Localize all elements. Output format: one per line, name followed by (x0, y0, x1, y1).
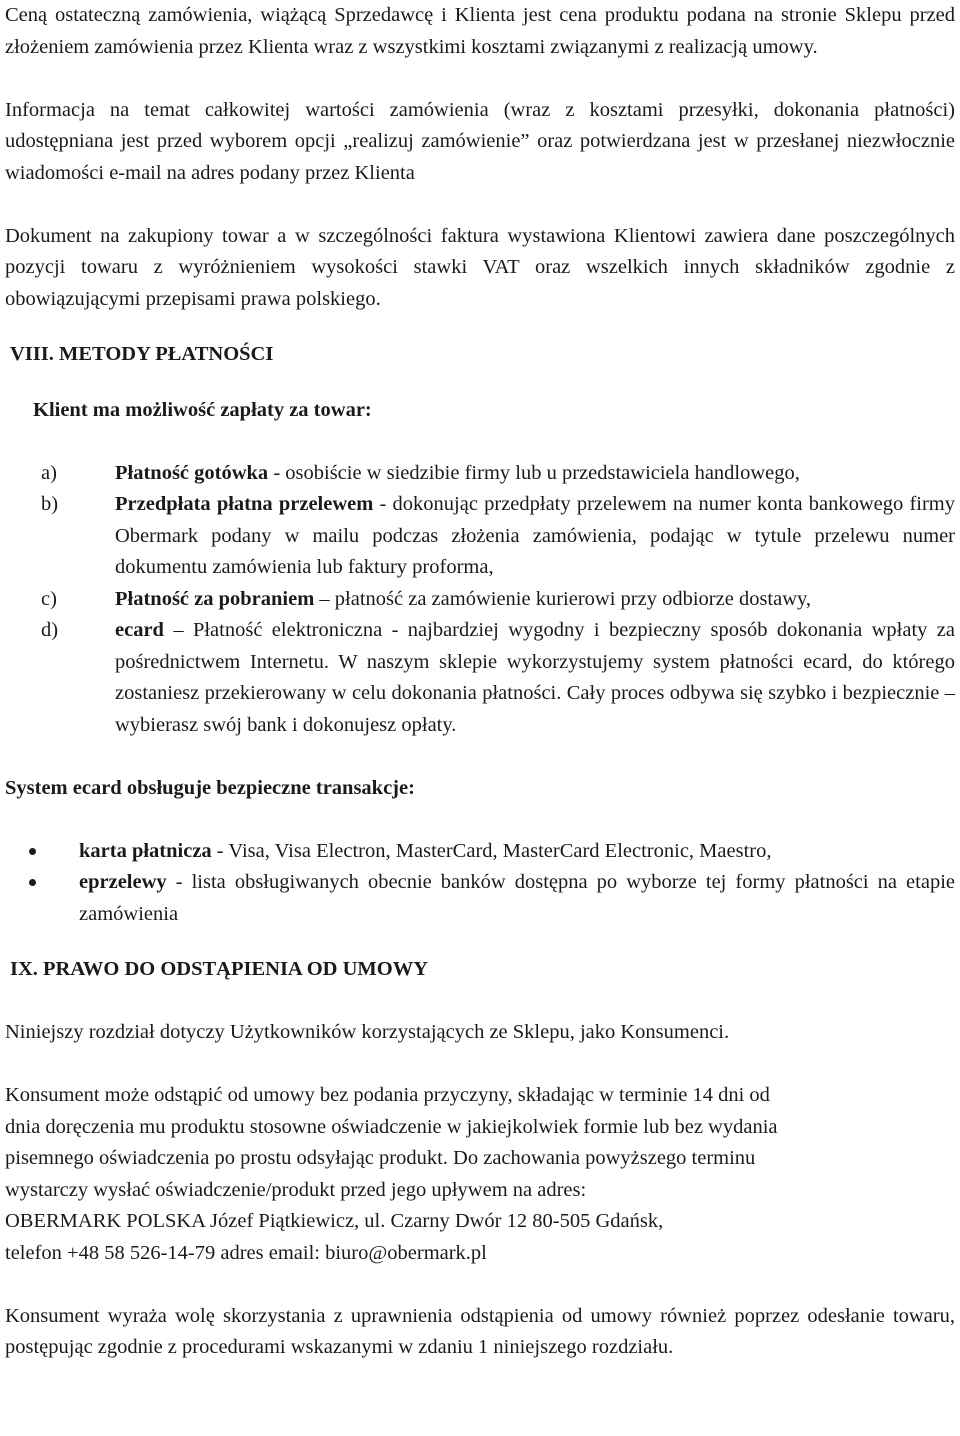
transaction-description: - Visa, Visa Electron, MasterCard, MasterCard Electronic, Maestro, (211, 839, 772, 862)
list-marker: b) (41, 493, 59, 515)
section-heading-payment-methods: VIII. METODY PŁATNOŚCI (10, 343, 274, 365)
list-item (41, 489, 955, 584)
paragraph-order-value-info: Informacja na temat całkowitej wartości zamówienia (wraz z kosztami przesyłki, dokonania płatności) udostępniana jest przed wyborem opcji „realizuj zamówienie” oraz potwierdzana jest w przesłanej niezwłocznie wiadomości e-mail na adres podany przez Klienta (5, 98, 955, 184)
payment-subheading: Klient ma możliwość zapłaty za towar: (33, 398, 372, 421)
paragraph-final-price: Ceną ostateczną zamówienia, wiążącą Sprzedawcę i Klienta jest cena produktu podana na stronie Sklepu przed złożeniem zamówienia przez Klienta wraz z wszystkimi kosztami związanymi z realizacją umowy. (5, 4, 955, 58)
text-line: pisemnego oświadczenia po prostu odsyłając produkt. Do zachowania powyższego terminu (5, 1147, 756, 1169)
bullet-icon (29, 879, 36, 886)
payment-method-description: – Płatność elektroniczna - najbardziej wygodny i bezpieczny sposób dokonania wpłaty za pośrednictwem Internetu. W naszym sklepie wykorzystujemy system płatności ecard, do którego zostaniesz przekierowany w celu dokonania płatności. Cały proces odbywa się szybko i bezpiecznie – wybierasz swój bank i dokonujesz opłaty. (115, 619, 955, 736)
text-line: telefon +48 58 526-14-79 adres email: biuro@obermark.pl (5, 1241, 487, 1264)
payment-method-description: – płatność za zamówienie kurierowi przy odbiorze dostawy, (314, 587, 812, 610)
list-item (5, 867, 955, 930)
section-heading-withdrawal: IX. PRAWO DO ODSTĄPIENIA OD UMOWY (10, 958, 428, 980)
transaction-type: karta płatnicza (79, 839, 212, 862)
text-line: Konsument może odstąpić od umowy bez podania przyczyny, składając w terminie 14 dni od (5, 1084, 770, 1106)
payment-method-description: - dokonując przedpłaty przelewem na numer konta bankowego firmy Obermark podany w mailu podczas złożenia zamówienia, podając w tytule przelewu numer dokumentu zamówienia lub faktury proforma, (115, 493, 955, 578)
paragraph-consumers: Niniejszy rozdział dotyczy Użytkowników korzystających ze Sklepu, jako Konsumenci. (5, 1021, 730, 1043)
document-page (5, 0, 955, 1364)
text-line: dnia doręczenia mu produktu stosowne oświadczenie w jakiejkolwiek formie lub bez wydania (5, 1115, 778, 1138)
list-item (41, 458, 955, 490)
list-item (41, 584, 955, 616)
text-line: wystarczy wysłać oświadczenie/produkt przed jego upływem na adres: (5, 1178, 587, 1201)
ecard-heading: System ecard obsługuje bezpieczne transakcje: (5, 776, 415, 799)
ecard-transactions-list (5, 836, 955, 931)
payment-methods-list (5, 458, 955, 742)
paragraph-withdrawal-procedure (5, 1080, 955, 1269)
payment-method-description: - osobiście w siedzibie firmy lub u przedstawiciela handlowego, (268, 461, 800, 484)
list-marker: d) (41, 619, 59, 641)
payment-method-name: Płatność gotówka (115, 461, 269, 484)
transaction-description: - lista obsługiwanych obecnie banków dostępna po wyborze tej formy płatności na etapie zamówienia (79, 871, 955, 925)
list-item (41, 615, 955, 741)
list-marker: a) (41, 461, 57, 484)
text-line: OBERMARK POLSKA Józef Piątkiewicz, ul. Czarny Dwór 12 80-505 Gdańsk, (5, 1210, 664, 1232)
paragraph-invoice-document: Dokument na zakupiony towar a w szczególności faktura wystawiona Klientowi zawiera dane poszczególnych pozycji towaru z wyróżnieniem wysokości stawki VAT oraz wszelkich innych składników zgodnie z obowiązującymi przepisami prawa polskiego. (5, 224, 955, 310)
transaction-type: eprzelewy (79, 871, 167, 893)
payment-method-name: ecard (115, 619, 164, 641)
list-item (5, 836, 955, 868)
payment-method-name: Płatność za pobraniem (115, 587, 315, 610)
payment-method-name: Przedpłata płatna przelewem (115, 493, 374, 515)
list-marker: c) (41, 587, 57, 610)
bullet-icon (29, 848, 36, 855)
paragraph-withdrawal-return: Konsument wyraża wolę skorzystania z uprawnienia odstąpienia od umowy również poprzez odesłanie towaru, postępując zgodnie z procedurami wskazanymi w zdaniu 1 niniejszego rozdziału. (5, 1304, 955, 1358)
